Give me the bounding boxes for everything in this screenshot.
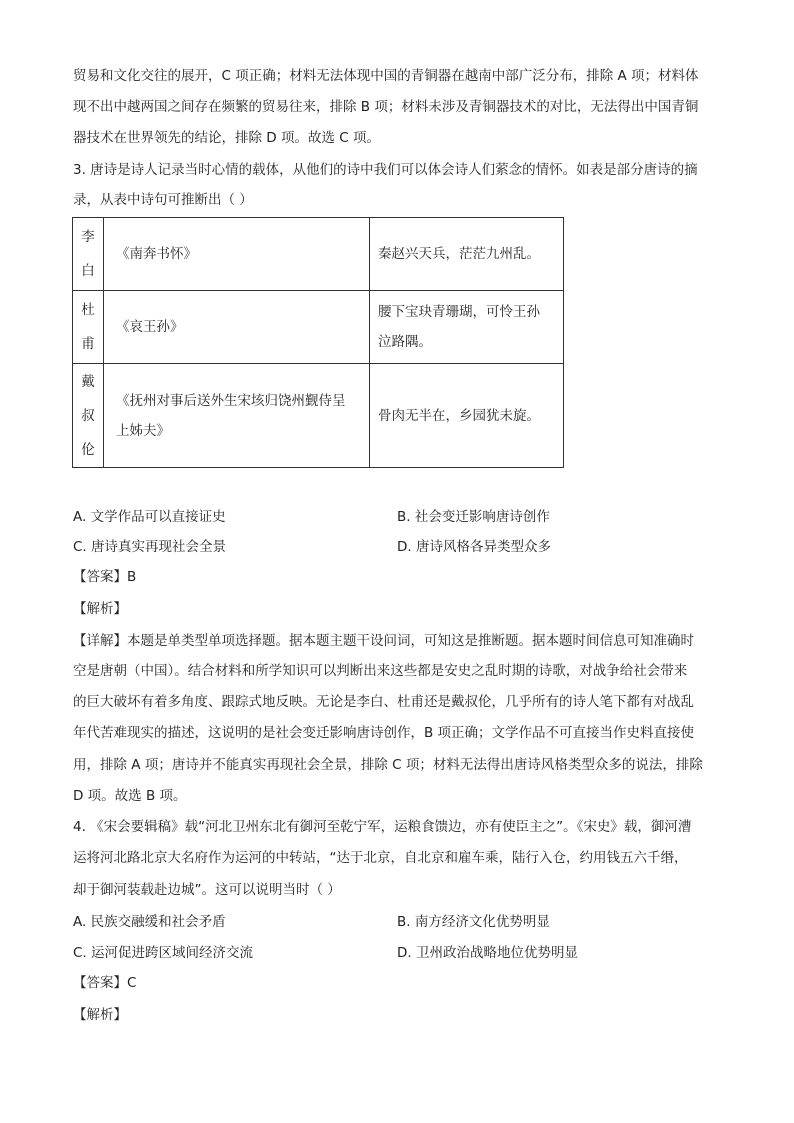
analysis-label: 【解析】 <box>73 601 127 617</box>
explanation-line: D 项。故选 B 项。 <box>73 788 187 804</box>
option-b: B. 南方经济文化优势明显 <box>397 914 550 930</box>
analysis-label: 【解析】 <box>73 1007 127 1023</box>
option-a: A. 民族交融缓和社会矛盾 <box>73 914 226 930</box>
option-c: C. 唐诗真实再现社会全景 <box>73 539 227 555</box>
option-a: A. 文学作品可以直接证史 <box>73 509 226 525</box>
poem-table <box>72 217 564 468</box>
question-3-stem: 3. 唐诗是诗人记录当时心情的载体，从他们的诗中我们可以体会诗人们萦念的情怀。如表是部分唐诗的摘 <box>73 162 698 178</box>
poem-title-cell: 《哀王孙》 <box>104 291 370 364</box>
answer-label: 【答案】C <box>73 975 137 991</box>
explanation-line: 的巨大破坏有着多角度、跟踪式地反映。无论是李白、杜甫还是戴叔伦，几乎所有的诗人笔下都有对战乱 <box>73 694 694 710</box>
poem-title-cell: 《抚州对事后送外生宋垓归饶州觐侍呈 上姊夫》 <box>104 364 370 468</box>
poet-cell: 李 白 <box>73 218 104 291</box>
option-d: D. 唐诗风格各异类型众多 <box>397 539 551 555</box>
explanation-line: 用，排除 A 项；唐诗并不能真实再现社会全景，排除 C 项；材料无法得出唐诗风格类型众多的说法，排除 <box>73 757 703 773</box>
explanation-line: 【详解】本题是单类型单项选择题。据本题主题干设问词，可知这是推断题。据本题时间信息可知准确时 <box>73 633 694 649</box>
table-row <box>73 291 564 364</box>
text-line: 贸易和文化交往的展开，C 项正确；材料无法体现中国的青铜器在越南中部广泛分布，排除 A 项；材料体 <box>73 68 699 84</box>
explanation-line: 空是唐朝（中国）。结合材料和所学知识可以判断出来这些都是安史之乱时期的诗歌，对战争给社会带来 <box>73 663 688 679</box>
table-row <box>73 364 564 468</box>
option-d: D. 卫州政治战略地位优势明显 <box>397 945 578 961</box>
option-c: C. 运河促进跨区域间经济交流 <box>73 945 254 961</box>
poem-title-cell: 《南奔书怀》 <box>104 218 370 291</box>
text-line: 现不出中越两国之间存在频繁的贸易往来，排除 B 项；材料未涉及青铜器技术的对比，无法得出中国青铜 <box>73 99 699 115</box>
question-3-stem: 录，从表中诗句可推断出（ ） <box>73 192 253 208</box>
poem-verse-cell: 秦赵兴天兵，茫茫九州乱。 <box>370 218 564 291</box>
option-b: B. 社会变迁影响唐诗创作 <box>397 509 550 525</box>
poet-cell: 杜 甫 <box>73 291 104 364</box>
question-4-stem: 运将河北路北京大名府作为运河的中转站，“达于北京，自北京和雇车乘，陆行入仓，约用钱五六千缗， <box>73 850 688 866</box>
question-4-stem: 4. 《宋会要辑稿》载“河北卫州东北有御河至乾宁军，运粮食馈边，亦有使臣主之”。《宋史》载，御河漕 <box>73 819 692 835</box>
answer-label: 【答案】B <box>73 569 137 585</box>
text-line: 器技术在世界领先的结论，排除 D 项。故选 C 项。 <box>73 130 380 146</box>
question-4-stem: 却于御河装载赴边城”。这可以说明当时（ ） <box>73 882 341 898</box>
explanation-line: 年代苦难现实的描述，这说明的是社会变迁影响唐诗创作，B 项正确；文学作品不可直接当作史料直接使 <box>73 725 695 741</box>
poet-cell: 戴 叔 伦 <box>73 364 104 468</box>
poem-verse-cell: 骨肉无半在，乡园犹未旋。 <box>370 364 564 468</box>
poem-verse-cell: 腰下宝玦青珊瑚，可怜王孙 泣路隅。 <box>370 291 564 364</box>
table-row <box>73 218 564 291</box>
